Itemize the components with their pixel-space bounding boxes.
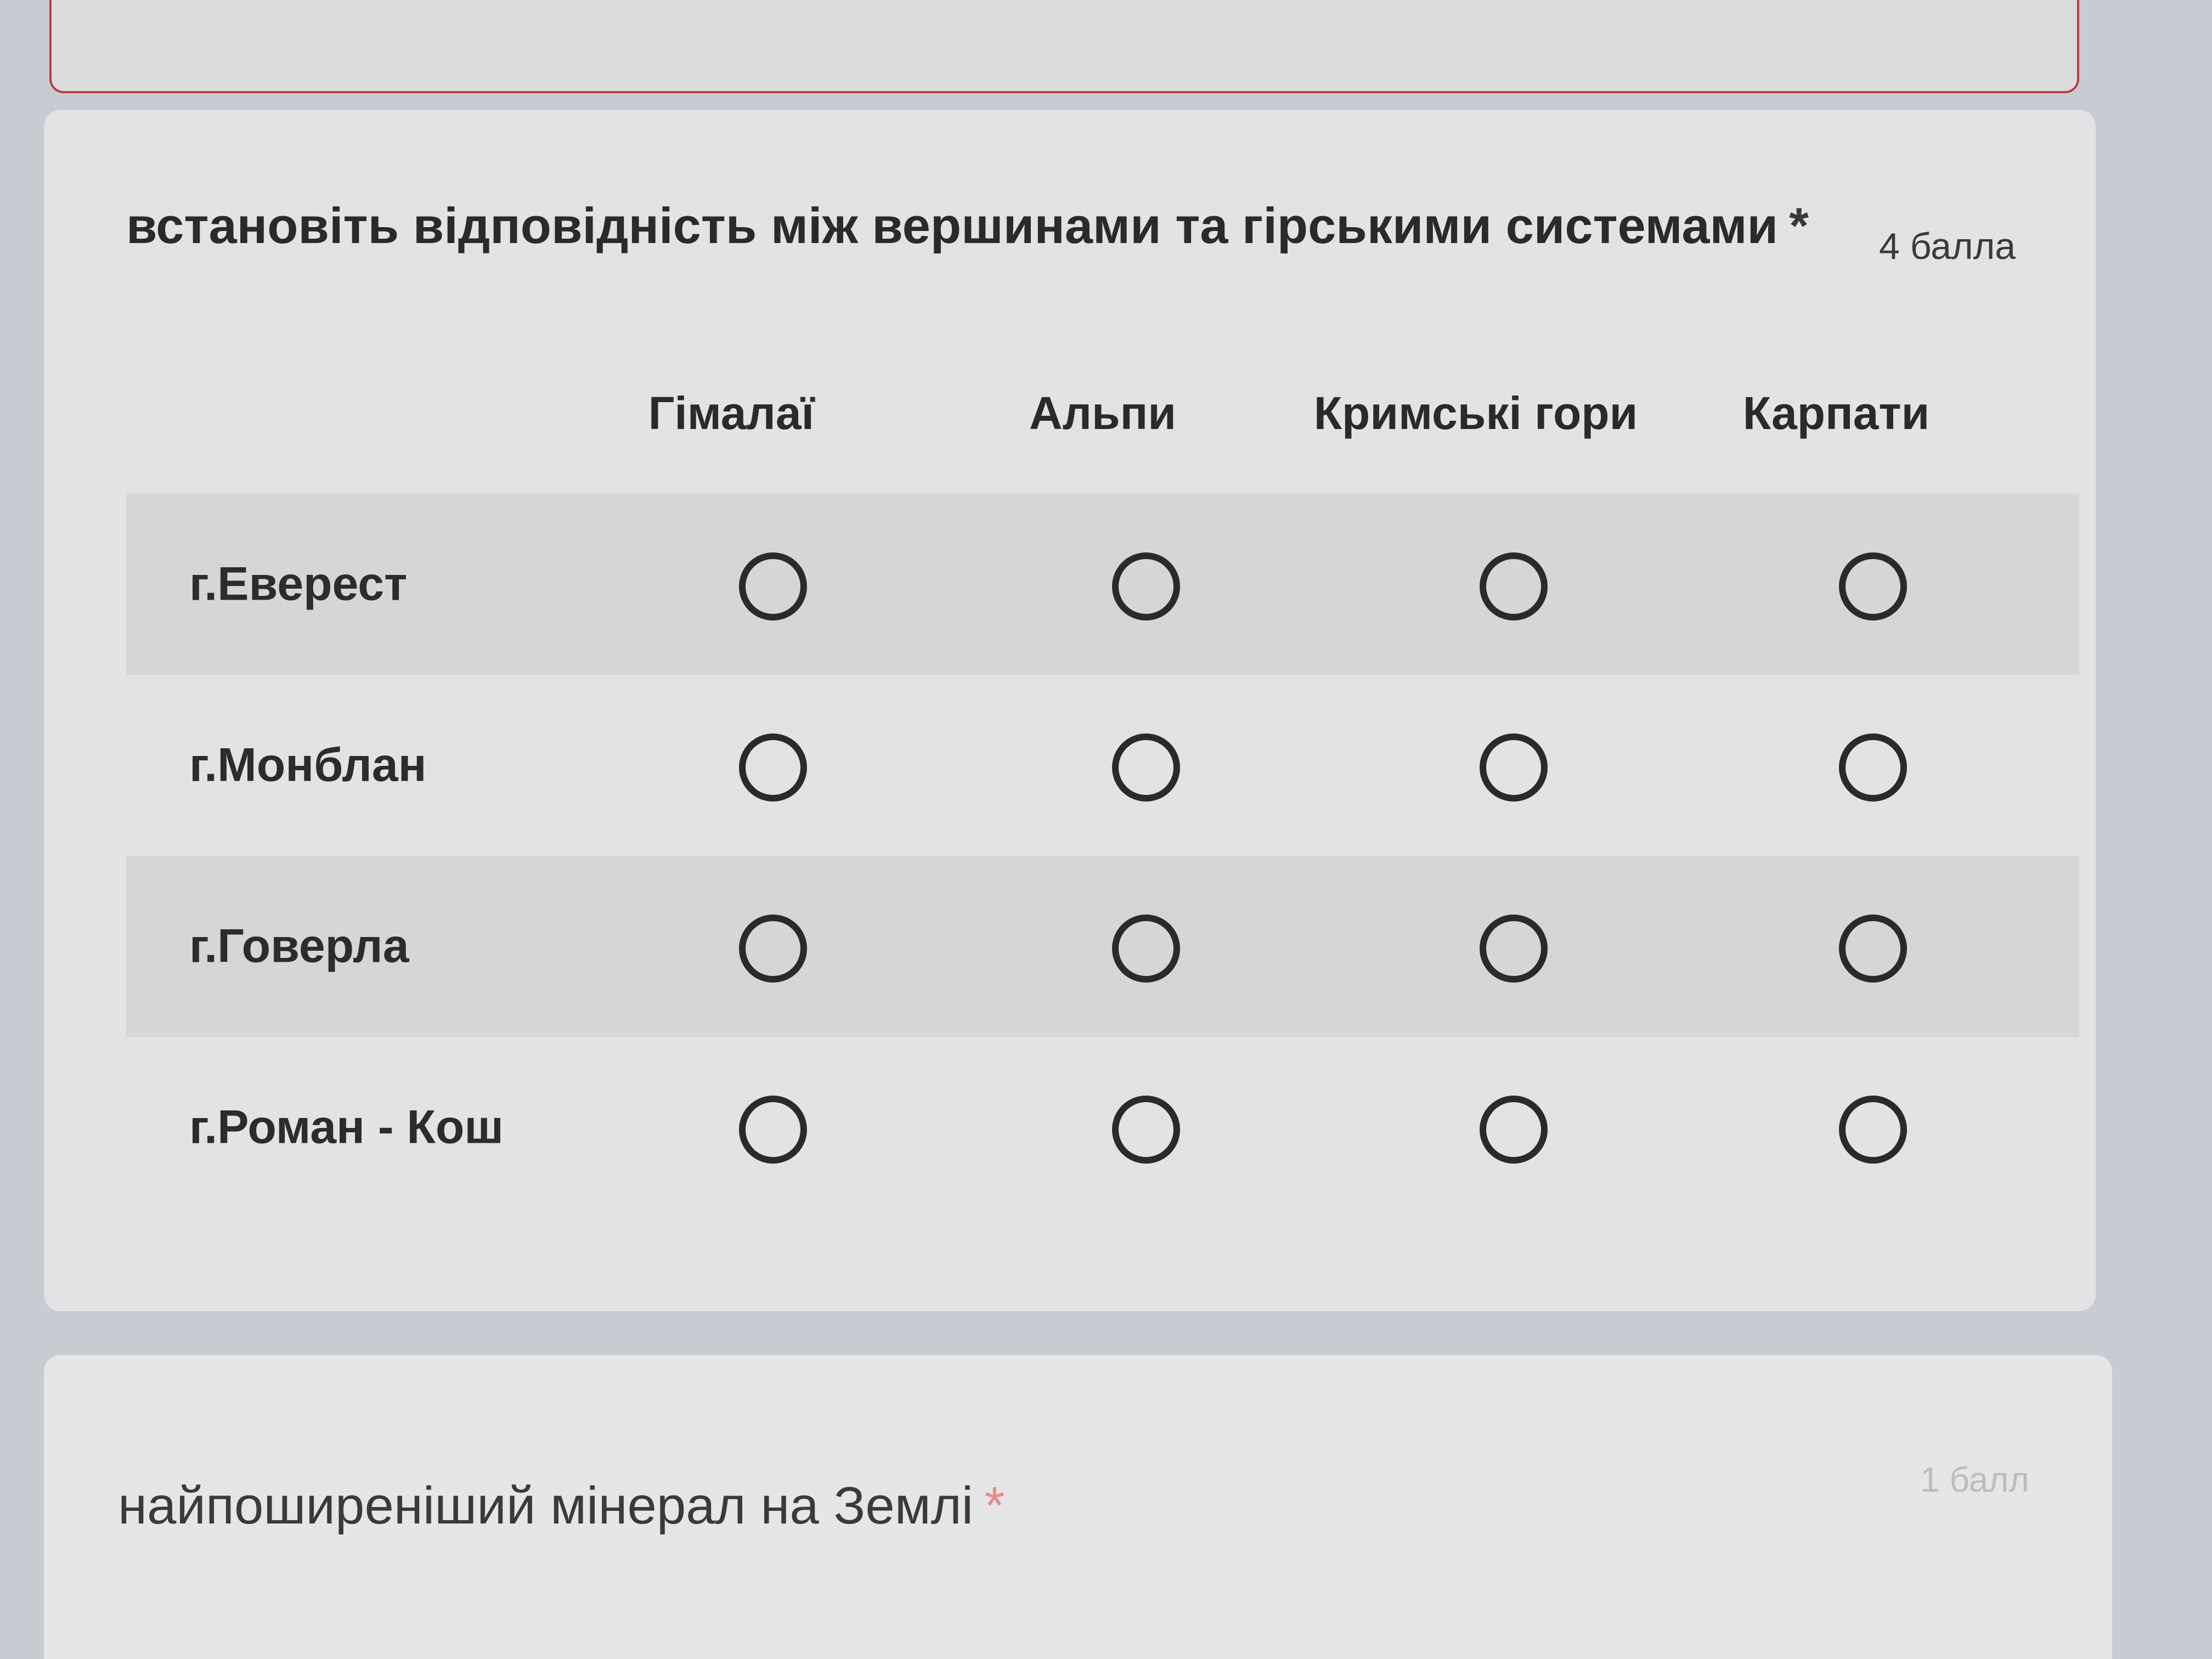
radio-hoverla-crimean-mountains[interactable] [1480, 915, 1548, 983]
column-header-alps: Альпи [1029, 387, 1177, 439]
question-card-mineral [44, 1355, 2112, 1659]
grid-row-hoverla [126, 856, 2079, 1037]
grid-row-everest [126, 494, 2079, 675]
row-label: г.Монблан [189, 738, 427, 792]
required-star: * [1789, 198, 1809, 254]
radio-mont-blanc-carpathians[interactable] [1839, 733, 1907, 802]
question-title [118, 1476, 1005, 1536]
radio-everest-alps[interactable] [1112, 552, 1180, 620]
grid-row-roman-kosh [126, 1037, 2079, 1218]
radio-roman-kosh-himalayas[interactable] [739, 1096, 807, 1164]
radio-everest-crimean-mountains[interactable] [1480, 552, 1548, 620]
radio-hoverla-himalayas[interactable] [739, 915, 807, 983]
column-header-himalayas: Гімалаї [648, 387, 815, 439]
radio-hoverla-carpathians[interactable] [1839, 915, 1907, 983]
row-label: г.Еверест [189, 557, 408, 611]
grid-row-mont-blanc [126, 675, 2079, 856]
radio-roman-kosh-crimean-mountains[interactable] [1480, 1096, 1548, 1164]
radio-roman-kosh-alps[interactable] [1112, 1096, 1180, 1164]
row-label: г.Говерла [189, 919, 409, 973]
question-card-grid [44, 110, 2096, 1311]
previous-question-card [49, 0, 2079, 93]
radio-mont-blanc-crimean-mountains[interactable] [1480, 733, 1548, 802]
column-header-carpathians: Карпати [1742, 387, 1930, 439]
column-header-crimean-mountains: Кримські гори [1313, 387, 1638, 439]
question-title [126, 198, 1809, 255]
radio-hoverla-alps[interactable] [1112, 915, 1180, 983]
radio-everest-carpathians[interactable] [1839, 552, 1907, 620]
question-title-text: найпоширеніший мінерал на Землі [118, 1476, 974, 1535]
row-label: г.Роман - Кош [189, 1101, 504, 1154]
radio-mont-blanc-alps[interactable] [1112, 733, 1180, 802]
question-points: 4 балла [1879, 225, 2016, 267]
radio-roman-kosh-carpathians[interactable] [1839, 1096, 1907, 1164]
question-points: 1 балл [1920, 1460, 2029, 1499]
radio-mont-blanc-himalayas[interactable] [739, 733, 807, 802]
question-title-text: встановіть відповідність між вершинами та гірськими системами [126, 198, 1779, 254]
radio-everest-himalayas[interactable] [739, 552, 807, 620]
required-star: * [984, 1476, 1005, 1535]
